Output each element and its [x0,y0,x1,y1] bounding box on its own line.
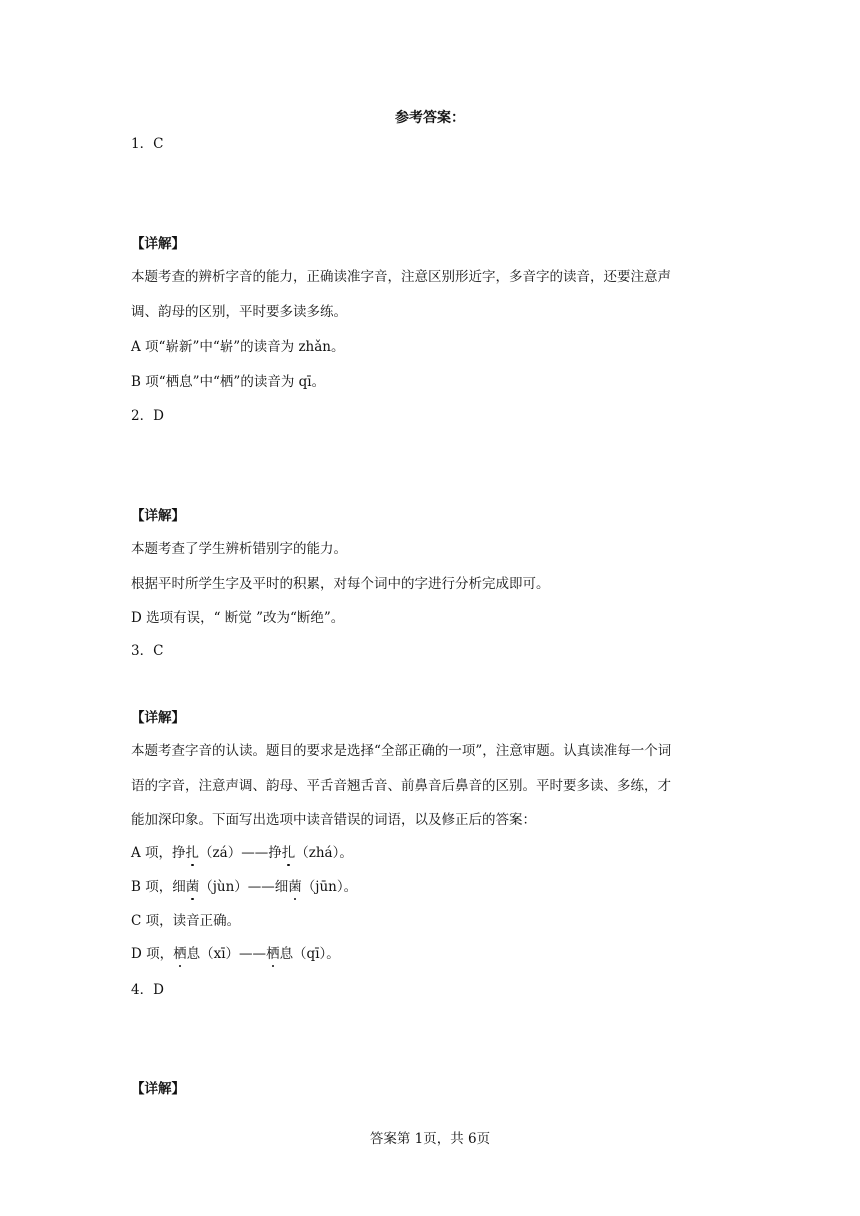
page-footer: 答案第 1页，共 6页 [369,1131,491,1147]
q3-a-mid: （zá）——挣 [199,845,282,861]
answer-1: 1．C [131,136,164,152]
q3-option-d [131,945,340,963]
q3-text-3: 能加深印象。下面写出选项中读音错误的词语，以及修正后的答案： [131,812,536,828]
q3-option-a [131,844,353,862]
q1-text-2: 调、韵母的区别，平时要多读多练。 [131,304,347,320]
q1-option-a: A 项“崭新”中“崭”的读音为 zhǎn。 [131,339,345,355]
q3-text-2: 语的字音，注意声调、韵母、平舌音翘舌音、前鼻音后鼻音的区别。平时要多读、多练，才 [131,778,671,794]
q3-d-mid: 息（xī）—— [186,946,267,962]
explain-heading-2: 【详解】 [131,508,185,524]
q3-d-dotted-char-2: 栖 [266,946,280,962]
page-title: 参考答案： [395,110,465,126]
q3-option-b [131,878,357,896]
answer-2: 2．D [131,408,164,424]
q2-text-1: 本题考查了学生辨析错别字的能力。 [131,541,347,557]
q3-b-mid: （jùn）——细 [199,879,289,895]
q1-option-b: B 项“栖息”中“栖”的读音为 qī。 [131,374,326,390]
answer-3: 3．C [131,643,164,659]
q3-a-pre: A 项，挣 [131,845,186,861]
q3-d-dotted-char: 栖 [173,946,187,962]
q1-text-1: 本题考查的辨析字音的能力，正确读准字音，注意区别形近字，多音字的读音，还要注意声 [131,269,671,285]
explain-heading-4: 【详解】 [131,1081,185,1097]
q3-b-dotted-char: 菌 [185,879,200,895]
q3-a-post: （zhá）。 [295,845,353,861]
explain-heading-3: 【详解】 [131,710,185,726]
q3-d-post: 息（qī）。 [279,946,340,962]
explain-heading-1: 【详解】 [131,236,185,252]
q3-a-dotted-char-2: 扎 [281,845,296,861]
q3-text-1: 本题考查字音的认读。题目的要求是选择“全部正确的一项”，注意审题。认真读准每一个词 [131,743,672,759]
q3-a-dotted-char: 扎 [185,845,200,861]
q3-b-pre: B 项，细 [131,879,186,895]
q3-d-pre: D 项， [131,946,174,962]
answer-4: 4．D [131,982,164,998]
q2-text-2: 根据平时所学生字及平时的积累，对每个词中的字进行分析完成即可。 [131,576,550,592]
q3-option-c: C 项，读音正确。 [131,913,241,929]
q2-text-3: D 选项有误，“ 断觉 ”改为“断绝”。 [131,610,345,626]
q3-b-post: （jūn）。 [301,879,358,895]
q3-b-dotted-char-2: 菌 [288,879,302,895]
